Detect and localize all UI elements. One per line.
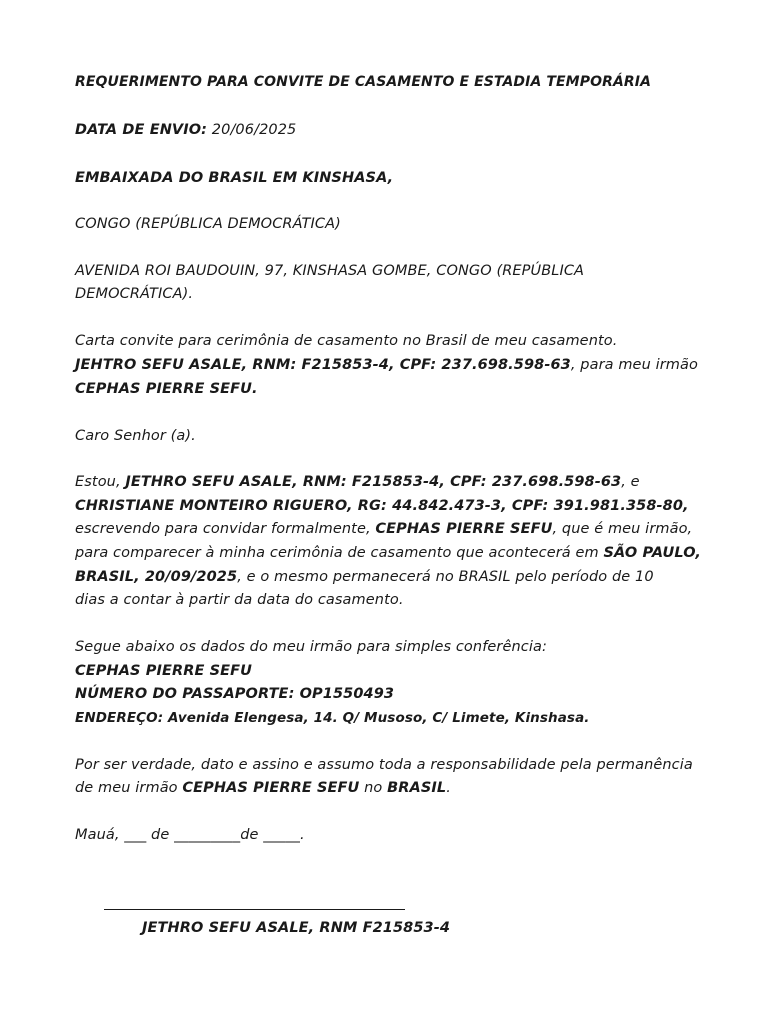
body-line-1 bbox=[75, 474, 640, 490]
body-line-6: dias a contar à partir da data do casamento. bbox=[75, 592, 404, 608]
intro-line-2 bbox=[75, 357, 698, 373]
details-passport: NÚMERO DO PASSAPORTE: OP1550493 bbox=[75, 686, 395, 702]
body-line-5-b: , e o mesmo permanecerá no BRASIL pelo período de 10 bbox=[237, 569, 654, 585]
send-date bbox=[75, 122, 296, 138]
details-address-label: ENDEREÇO: bbox=[75, 710, 164, 726]
signature-line bbox=[104, 909, 405, 910]
document-title: REQUERIMENTO PARA CONVITE DE CASAMENTO E ESTADIA TEMPORÁRIA bbox=[75, 74, 652, 90]
body-line-1-b: , e bbox=[621, 474, 640, 490]
body-line-3-a: escrevendo para convidar formalmente, bbox=[75, 521, 376, 537]
body-cosigner-id: CHRISTIANE MONTEIRO RIGUERO, RG: 44.842.473-3, CPF: 391.981.358-80, bbox=[75, 498, 689, 514]
body-line-5 bbox=[75, 569, 654, 585]
closing-line-2-c: . bbox=[446, 780, 451, 796]
signature-name: JETHRO SEFU ASALE, RNM F215853-4 bbox=[142, 920, 451, 936]
intro-line-1: Carta convite para cerimônia de casamento no Brasil de meu casamento. bbox=[75, 333, 618, 349]
closing-line-1: Por ser verdade, dato e assino e assumo toda a responsabilidade pela permanência bbox=[75, 757, 693, 773]
closing-invitee-name: CEPHAS PIERRE SEFU bbox=[182, 780, 360, 796]
closing-line-2 bbox=[75, 780, 451, 796]
details-address bbox=[75, 710, 590, 726]
details-intro: Segue abaixo os dados do meu irmão para simples conferência: bbox=[75, 639, 547, 655]
closing-line-2-b: no bbox=[359, 780, 388, 796]
body-line-3-b: , que é meu irmão, bbox=[552, 521, 693, 537]
body-line-4-a: para comparecer à minha cerimônia de casamento que acontecerá em bbox=[75, 545, 604, 561]
body-city: SÃO PAULO, bbox=[603, 545, 701, 561]
embassy-name: EMBAIXADA DO BRASIL EM KINSHASA, bbox=[75, 170, 394, 186]
embassy-address-line-2: DEMOCRÁTICA). bbox=[75, 286, 194, 302]
body-line-1-a: Estou, bbox=[75, 474, 126, 490]
salutation: Caro Senhor (a). bbox=[75, 428, 196, 444]
send-date-value: 20/06/2025 bbox=[211, 122, 297, 138]
body-line-3 bbox=[75, 521, 692, 537]
body-line-4 bbox=[75, 545, 701, 561]
send-date-label: DATA DE ENVIO: bbox=[75, 122, 208, 138]
embassy-address-line-1: AVENIDA ROI BAUDOUIN, 97, KINSHASA GOMBE, CONGO (REPÚBLICA bbox=[75, 263, 585, 279]
closing-country: BRASIL bbox=[387, 780, 447, 796]
details-name: CEPHAS PIERRE SEFU bbox=[75, 663, 253, 679]
body-invitee-name: CEPHAS PIERRE SEFU bbox=[375, 521, 553, 537]
details-address-value: Avenida Elengesa, 14. Q/ Musoso, C/ Limete, Kinshasa. bbox=[163, 710, 590, 726]
body-country-date: BRASIL, 20/09/2025 bbox=[75, 569, 238, 585]
embassy-country: CONGO (REPÚBLICA DEMOCRÁTICA) bbox=[75, 216, 341, 232]
body-sender-id: JETHRO SEFU ASALE, RNM: F215853-4, CPF: 237.698.598-63 bbox=[125, 474, 622, 490]
intro-line-2-rest: , para meu irmão bbox=[570, 357, 698, 373]
intro-invitee: CEPHAS PIERRE SEFU. bbox=[75, 381, 258, 397]
intro-sender-id: JEHTRO SEFU ASALE, RNM: F215853-4, CPF: 237.698.598-63 bbox=[75, 357, 571, 373]
closing-line-2-a: de meu irmão bbox=[75, 780, 183, 796]
place-date-line: Mauá, ___ de _________de _____. bbox=[75, 827, 305, 843]
